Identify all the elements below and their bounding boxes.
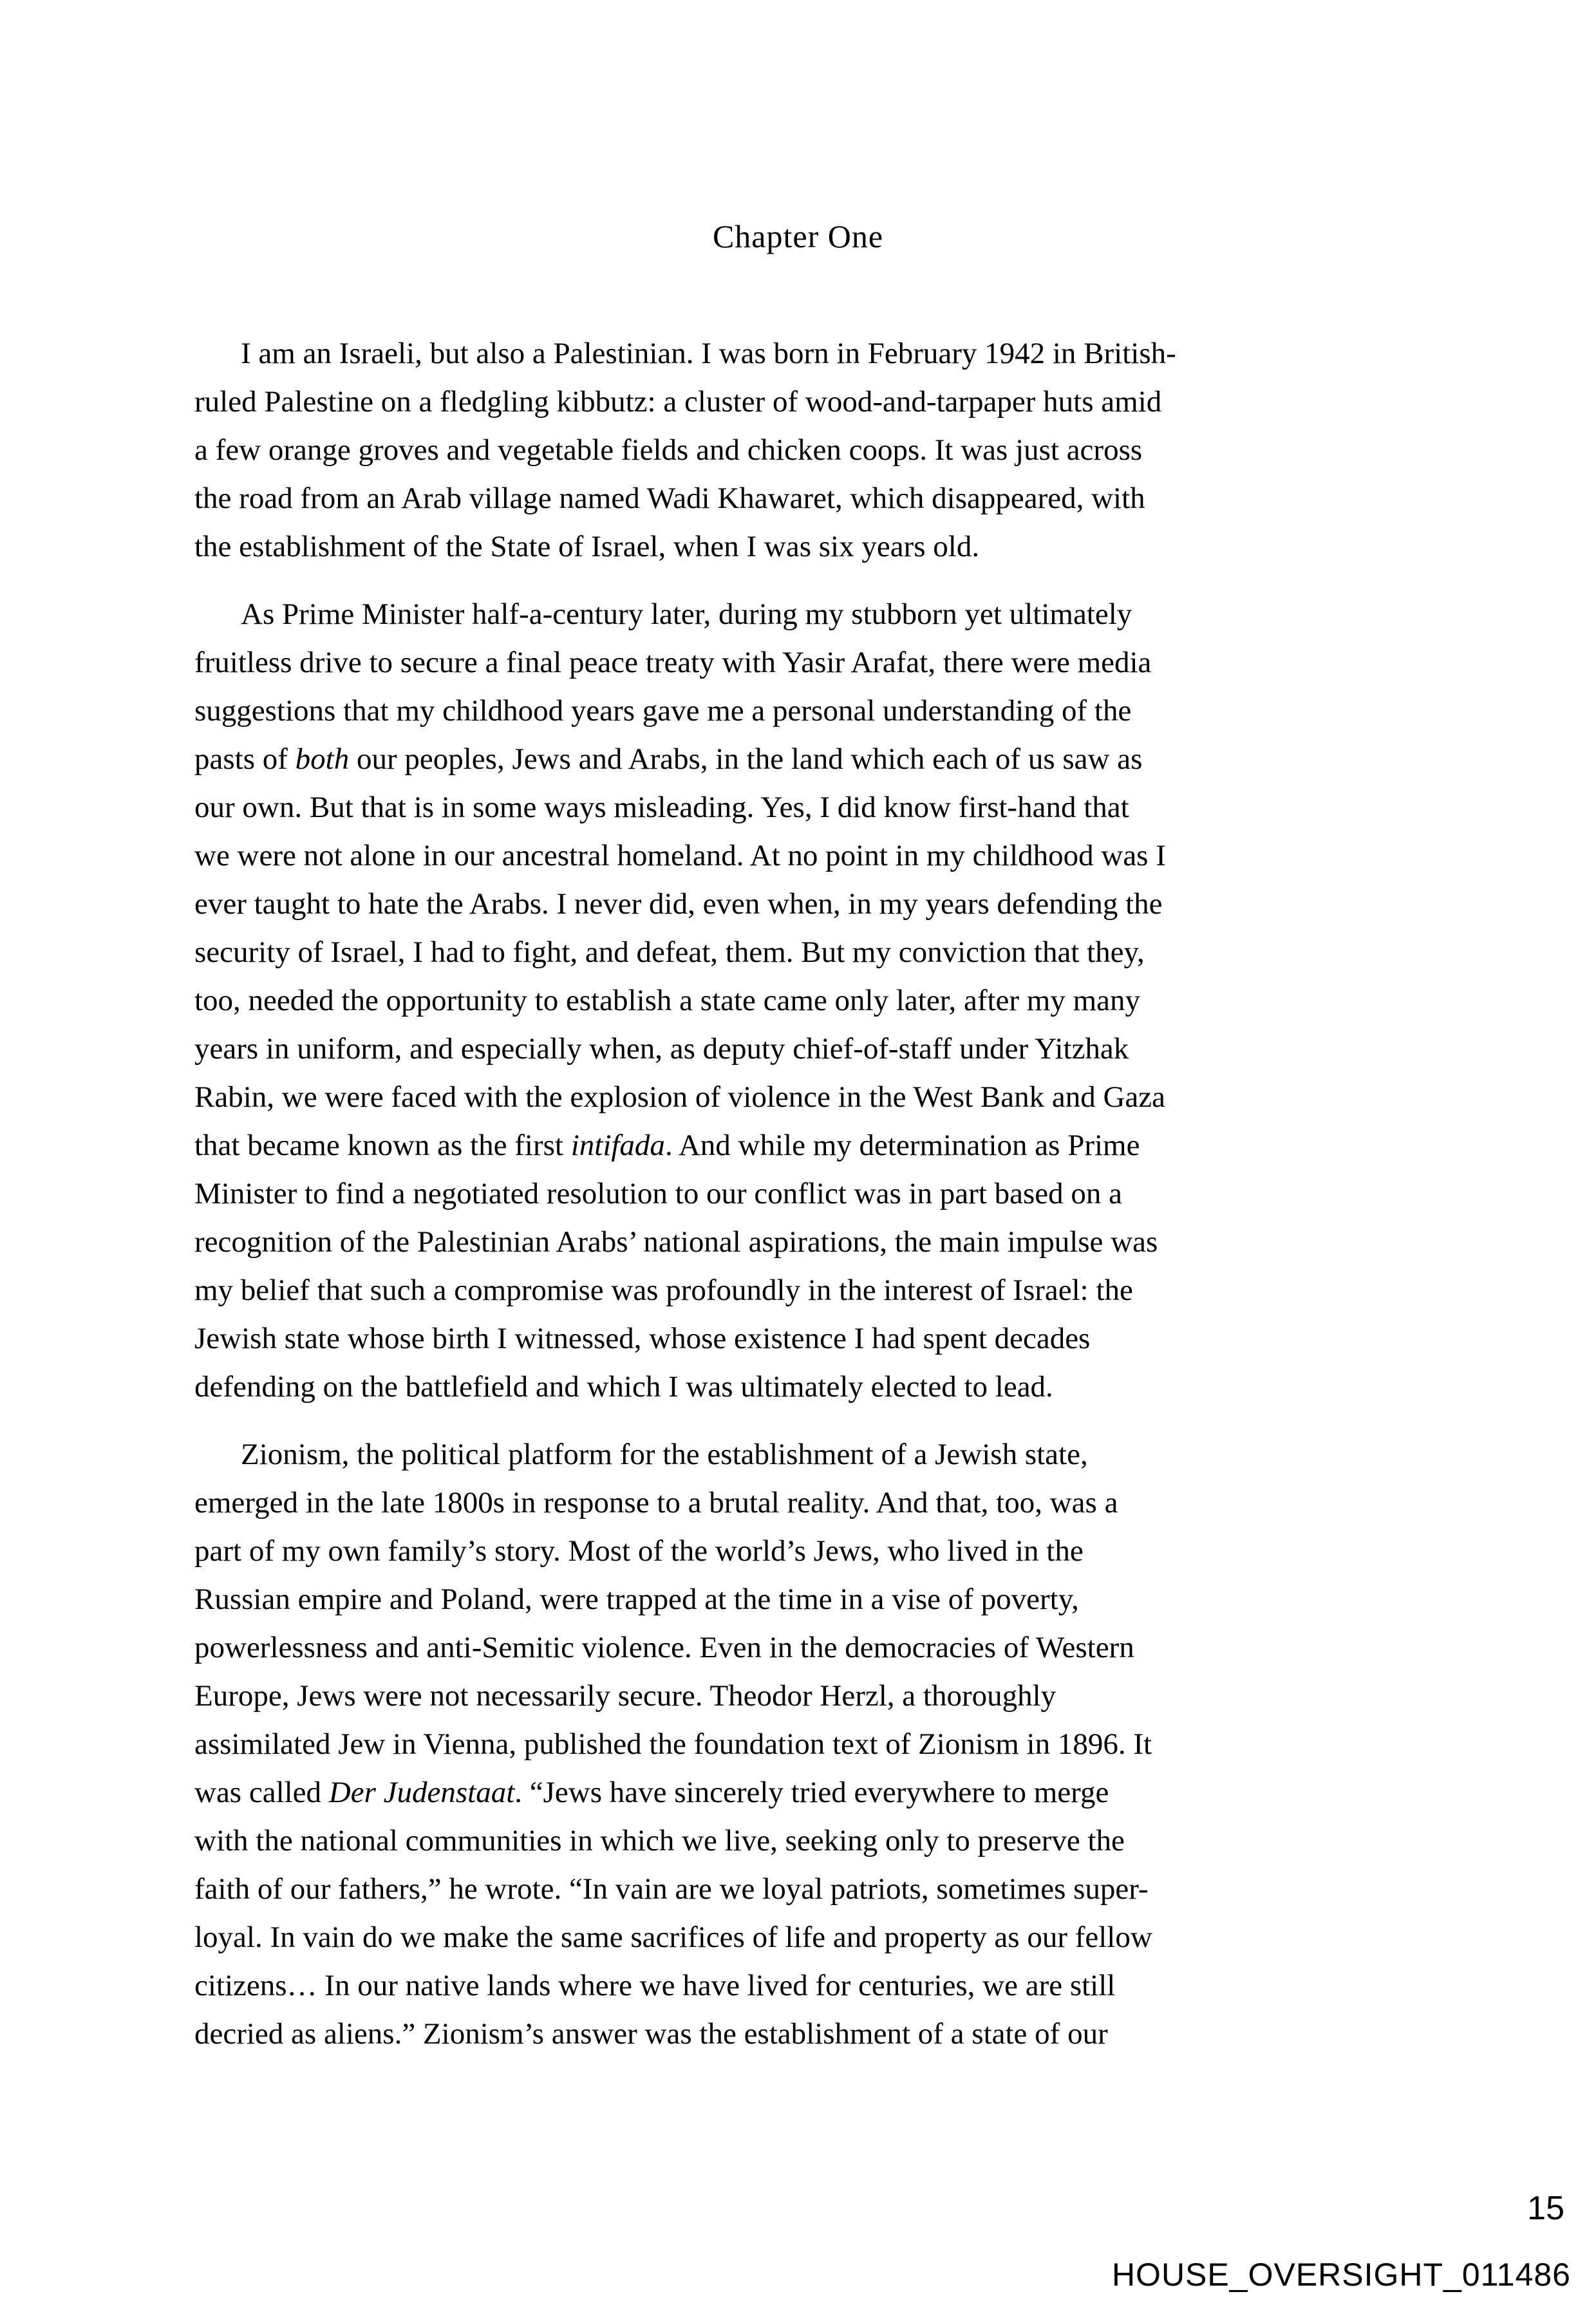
text-line [194,1170,1404,1218]
text-run: we were not alone in our ancestral homeland. At no point in my childhood was I [194,839,1166,872]
text-run: fruitless drive to secure a final peace treaty with Yasir Arafat, there were media [194,646,1152,679]
italic-text-run: Der Judenstaat [328,1776,515,1809]
text-run: ruled Palestine on a fledgling kibbutz: a cluster of wood-and-tarpaper huts amid [194,385,1162,418]
text-line [194,832,1404,880]
text-line [194,880,1404,928]
text-line [194,1672,1404,1720]
text-run: Russian empire and Poland, were trapped at the time in a vise of poverty, [194,1583,1079,1616]
text-line [194,1962,1404,2010]
text-line [194,1218,1404,1266]
text-run: recognition of the Palestinian Arabs’ national aspirations, the main impulse was [194,1225,1158,1259]
text-run: my belief that such a compromise was profoundly in the interest of Israel: the [194,1274,1133,1307]
text-line [194,1817,1404,1865]
text-run: powerlessness and anti-Semitic violence. Even in the democracies of Western [194,1631,1134,1664]
text-run: citizens… In our native lands where we have lived for centuries, we are still [194,1969,1116,2002]
text-run: . And while my determination as Prime [664,1129,1140,1162]
text-line [194,1431,1404,1479]
text-line [194,1865,1404,1913]
text-run: faith of our fathers,” he wrote. “In vain are we loyal patriots, sometimes super- [194,1872,1149,1906]
text-line [194,735,1404,784]
text-run: years in uniform, and especially when, as deputy chief-of-staff under Yitzhak [194,1032,1129,1066]
text-run: pasts of [194,742,296,776]
text-line [194,1769,1404,1817]
text-run: defending on the battlefield and which I was ultimately elected to lead. [194,1370,1053,1404]
paragraph [194,330,1404,571]
text-line [194,523,1404,571]
text-run: As Prime Minister half-a-century later, during my stubborn yet ultimately [241,597,1132,631]
text-line [194,1025,1404,1073]
italic-text-run: intifada [570,1129,665,1162]
text-run: Rabin, we were faced with the explosion of violence in the West Bank and Gaza [194,1080,1165,1114]
paragraph [194,1431,1404,2058]
text-line [194,1575,1404,1624]
text-line [194,590,1404,639]
text-block [194,330,1404,2078]
text-line [194,330,1404,378]
text-line [194,475,1404,523]
chapter-title: Chapter One [712,218,884,254]
text-run: a few orange groves and vegetable fields and chicken coops. It was just across [194,433,1143,467]
text-run: part of my own family’s story. Most of the world’s Jews, who lived in the [194,1534,1084,1568]
text-run: too, needed the opportunity to establish a state came only later, after my many [194,984,1141,1017]
text-run: loyal. In vain do we make the same sacrifices of life and property as our fellow [194,1921,1152,1954]
text-run: our own. But that is in some ways misleading. Yes, I did know first-hand that [194,791,1129,824]
text-run: the road from an Arab village named Wadi Khawaret, which disappeared, with [194,482,1145,515]
paragraph [194,590,1404,1411]
text-line [194,378,1404,426]
text-line [194,784,1404,832]
text-line [194,977,1404,1025]
text-run: our peoples, Jews and Arabs, in the land which each of us saw as [349,742,1143,776]
italic-text-run: both [295,742,350,776]
text-line [194,1720,1404,1769]
text-run: Minister to find a negotiated resolution to our conflict was in part based on a [194,1177,1122,1210]
text-line [194,1624,1404,1672]
text-run: Zionism, the political platform for the establishment of a Jewish state, [241,1438,1088,1471]
text-line [194,1913,1404,1962]
text-line [194,1363,1404,1411]
text-line [194,1266,1404,1315]
text-run: the establishment of the State of Israel, when I was six years old. [194,530,980,563]
text-line [194,1527,1404,1575]
text-line [194,426,1404,475]
text-run: security of Israel, I had to fight, and defeat, them. But my conviction that they, [194,935,1145,969]
text-run: with the national communities in which we live, seeking only to preserve the [194,1824,1125,1857]
text-line [194,2010,1404,2058]
text-run: I am an Israeli, but also a Palestinian. I was born in February 1942 in British- [241,337,1176,370]
text-line [194,1479,1404,1527]
text-line [194,928,1404,977]
text-run: . “Jews have sincerely tried everywhere to merge [514,1776,1109,1809]
text-run: decried as aliens.” Zionism’s answer was the establishment of a state of our [194,2017,1108,2051]
text-line [194,639,1404,687]
text-line [194,1122,1404,1170]
text-run: Europe, Jews were not necessarily secure. Theodor Herzl, a thoroughly [194,1679,1056,1713]
text-run: that became known as the first [194,1129,571,1162]
text-line [194,687,1404,735]
text-run: was called [194,1776,329,1809]
text-run: Jewish state whose birth I witnessed, whose existence I had spent decades [194,1322,1091,1355]
text-line [194,1315,1404,1363]
text-run: ever taught to hate the Arabs. I never did, even when, in my years defending the [194,887,1163,921]
text-line [194,1073,1404,1122]
text-run: emerged in the late 1800s in response to a brutal reality. And that, too, was a [194,1486,1118,1519]
text-run: suggestions that my childhood years gave me a personal understanding of the [194,694,1132,728]
text-run: assimilated Jew in Vienna, published the foundation text of Zionism in 1896. It [194,1727,1152,1761]
bates-stamp: HOUSE_OVERSIGHT_011486 [1111,2257,1571,2293]
page-number: 15 [1527,2190,1564,2227]
